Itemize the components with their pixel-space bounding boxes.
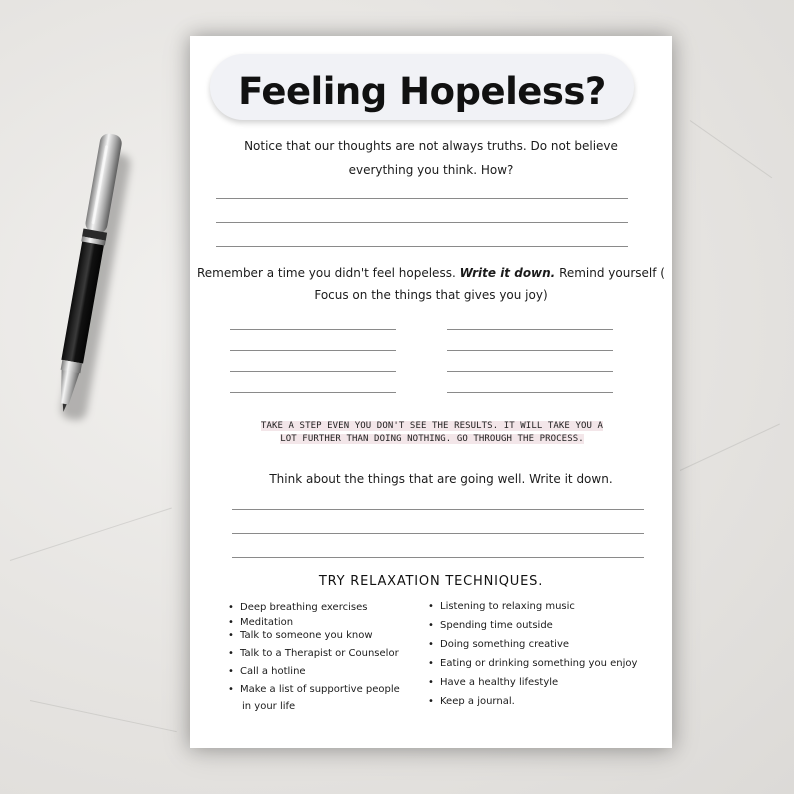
list-item: • Keep a journal.: [428, 696, 668, 715]
list-item: • Talk to a Therapist or Counselor: [228, 648, 428, 666]
writing-line[interactable]: [447, 329, 613, 330]
list-item: • Listening to relaxing music: [428, 601, 668, 620]
quote-line1: TAKE A STEP EVEN YOU DON'T SEE THE RESULTS. IT WILL TAKE YOU A: [260, 421, 604, 431]
list-item: • Call a hotline: [228, 666, 428, 684]
writing-line[interactable]: [232, 533, 644, 534]
writing-line[interactable]: [447, 350, 613, 351]
prompt-thoughts-line1: Notice that our thoughts are not always truths. Do not believe: [244, 139, 618, 153]
list-item: • Deep breathing exercises: [228, 602, 428, 617]
writing-line[interactable]: [216, 246, 628, 247]
writing-line[interactable]: [230, 329, 396, 330]
list-item: • Have a healthy lifestyle: [428, 677, 668, 696]
writing-line[interactable]: [230, 371, 396, 372]
prompt-remember-emphasis: Write it down.: [459, 266, 556, 280]
list-item: • Spending time outside: [428, 620, 668, 639]
prompt-remember-line1: [190, 261, 672, 285]
marble-vein: [690, 120, 772, 178]
prompt-remember-post: Remind yourself (: [555, 266, 665, 280]
list-item: in your life: [242, 701, 296, 712]
worksheet-page: [190, 36, 672, 748]
relaxation-list-right: [428, 601, 668, 715]
writing-line[interactable]: [447, 371, 613, 372]
title-banner: [210, 54, 634, 120]
motivational-quote: [224, 420, 640, 446]
prompt-going-well: Think about the things that are going well. Write it down.: [269, 472, 613, 486]
prompt-remember-line2: Focus on the things that gives you joy): [314, 288, 548, 302]
writing-line[interactable]: [232, 557, 644, 558]
relaxation-heading: TRY RELAXATION TECHNIQUES.: [318, 574, 544, 589]
writing-line[interactable]: [216, 222, 628, 223]
list-item: • Make a list of supportive people: [228, 684, 428, 701]
list-item: • Eating or drinking something you enjoy: [428, 658, 668, 677]
marble-vein: [10, 507, 172, 560]
marble-vein: [680, 424, 780, 471]
writing-line[interactable]: [230, 392, 396, 393]
writing-line[interactable]: [447, 392, 613, 393]
writing-line[interactable]: [232, 509, 644, 510]
writing-line[interactable]: [216, 198, 628, 199]
list-item: • Meditation: [228, 617, 428, 630]
quote-line2: LOT FURTHER THAN DOING NOTHING. GO THROUGH THE PROCESS.: [280, 434, 584, 444]
page-title: Feeling Hopeless?: [238, 70, 606, 113]
marble-vein: [30, 700, 177, 732]
prompt-thoughts-line2: everything you think. How?: [348, 163, 514, 177]
relaxation-list-left: [228, 602, 428, 718]
list-item: • Talk to someone you know: [228, 630, 428, 648]
prompt-remember-pre: Remember a time you didn't feel hopeless.: [197, 266, 460, 280]
list-item: • Doing something creative: [428, 639, 668, 658]
writing-line[interactable]: [230, 350, 396, 351]
